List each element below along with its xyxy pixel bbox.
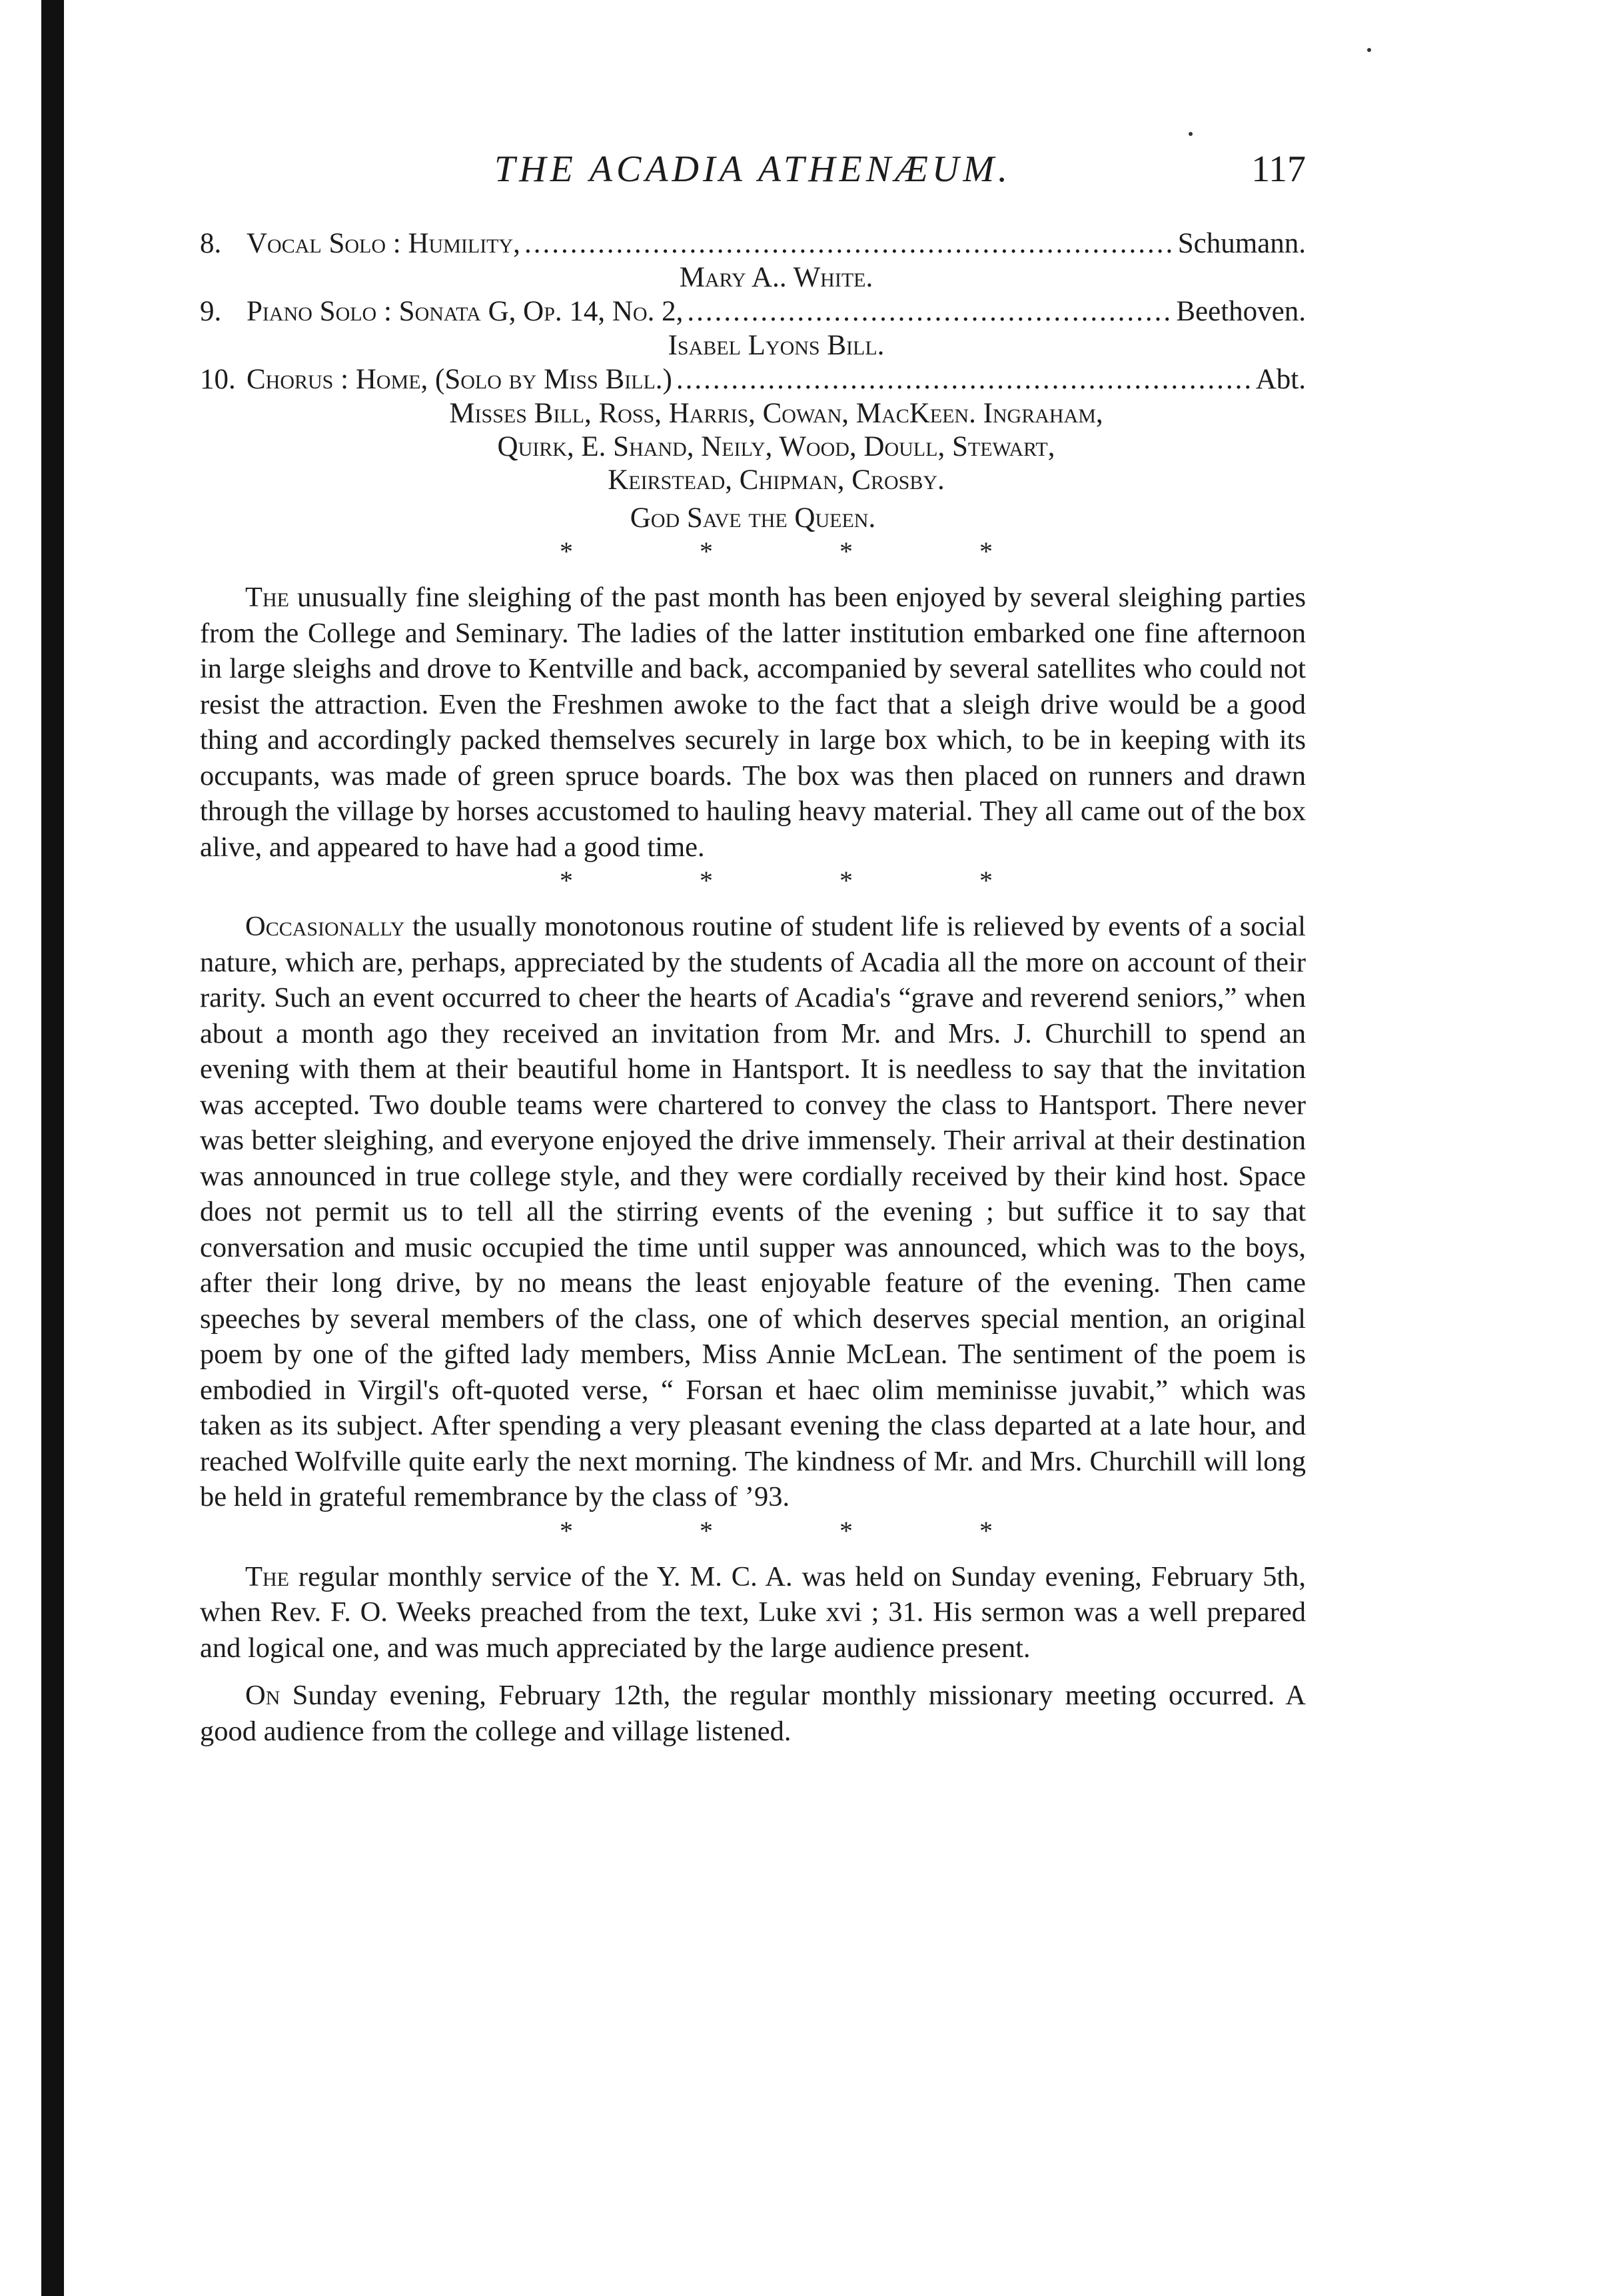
- program-item-performer: Isabel Lyons Bill.: [668, 330, 885, 361]
- paragraph-seniors-evening: [200, 909, 1306, 1515]
- separator-star: *: [979, 536, 993, 566]
- paragraph-text: regular monthly service of the Y. M. C. A. was held on Sunday evening, February 5th, when Rev. F. O. Weeks preached from the text, Luke xvi ; 31. His sermon was a well prepared and logical one, and was much appreciated by the large audience present.: [200, 1560, 1306, 1664]
- paragraph-gap: [200, 1666, 1306, 1678]
- scan-speck: [1367, 48, 1371, 52]
- paragraph-sleighing: [200, 580, 1306, 865]
- program-item-performer: Mary A.. White.: [679, 262, 873, 293]
- program-item-composer: Schumann.: [1177, 228, 1306, 259]
- program-item-title: Chorus : Home, (Solo by Miss Bill.): [247, 364, 672, 395]
- program-item-title: Piano Solo : Sonata G, Op. 14, No. 2,: [247, 296, 684, 327]
- separator-star: *: [839, 536, 853, 566]
- separator-star: *: [700, 865, 713, 895]
- running-title: THE ACADIA ATHENÆUM.: [494, 149, 1011, 190]
- paragraph-ymca-service: [200, 1559, 1306, 1666]
- separator-star: *: [560, 1515, 573, 1546]
- program-item-number: 10.: [200, 364, 236, 395]
- page-number: 117: [1251, 149, 1306, 190]
- paragraph-lead: The: [245, 582, 289, 613]
- program-item-composer: Abt.: [1255, 364, 1306, 395]
- paragraph-text: the usually monotonous routine of student life is relieved by events of a social nature, which are, perhaps, appreciated by the students of Acadia all the more on account of their rarity. Such an event occurred to cheer the hearts of Acadia's “grave and reverend seniors,” when about a month ago they received an invitation from Mr. and Mrs. J. Churchill to spend an evening with them at their beautiful home in Hantsport. It is needless to say that the invitation was accepted. Two double teams were chartered to convey the class to Hantsport. There never was better sleighing, and everyone enjoyed the drive immensely. Their arrival at their destination was announced in true college style, and they were cordially received by their kind host. Space does not permit us to tell all the stirring events of the evening ; but suffice it to say that conversation and music occupied the time until supper was announced, which was to the boys, after their long drive, by no means the least enjoyable feature of the evening. Then came speeches by several members of the class, one of which deserves special mention, an original poem by one of the gifted lady members, Miss Annie McLean. The sentiment of the poem is embodied in Virgil's oft-quoted verse, “ Forsan et haec olim meminisse juvabit,” which was taken as its subject. After spending a very pleasant evening the class departed at a late hour, and reached Wolfville quite early the next morning. The kindness of Mr. and Mrs. Churchill will long be held in grateful remembrance by the class of ’93.: [200, 911, 1306, 1512]
- paragraph-lead: On: [245, 1680, 280, 1711]
- scan-speck: [1189, 132, 1193, 136]
- paragraph-lead: The: [245, 1560, 289, 1592]
- program-item-number: 8.: [200, 228, 222, 259]
- paragraph-lead: Occasionally: [245, 911, 405, 942]
- dot-leader: [524, 227, 1174, 261]
- page-binding-edge: [41, 0, 64, 2296]
- program-item-9: [200, 294, 1306, 329]
- separator-star: *: [560, 865, 573, 895]
- closing-anthem: God Save the Queen.: [630, 502, 876, 534]
- separator-star: *: [700, 1515, 713, 1546]
- separator-star: *: [560, 536, 573, 566]
- program-item-title: Vocal Solo : Humility,: [247, 228, 520, 259]
- separator-star: *: [700, 536, 713, 566]
- section-separator: [200, 537, 1306, 566]
- paragraph-text: Sunday evening, February 12th, the regular monthly missionary meeting occurred. A good audience from the college and village listened.: [200, 1680, 1306, 1747]
- dot-leader: [687, 294, 1172, 329]
- program-item-10: [200, 362, 1306, 397]
- program-item-composer: Beethoven.: [1176, 296, 1306, 327]
- page-content: [200, 140, 1306, 1749]
- program-item-number: 9.: [200, 296, 222, 327]
- dot-leader: [676, 362, 1252, 397]
- paragraph-missionary-meeting: [200, 1678, 1306, 1749]
- separator-star: *: [839, 1515, 853, 1546]
- chorus-performers-line: Quirk, E. Shand, Neily, Wood, Doull, Stewart,: [497, 431, 1055, 462]
- separator-star: *: [979, 1515, 993, 1546]
- page-header: [200, 140, 1306, 213]
- separator-star: *: [979, 865, 993, 895]
- chorus-performers-line: Keirstead, Chipman, Crosby.: [608, 464, 945, 496]
- section-separator: [200, 866, 1306, 895]
- chorus-performers-line: Misses Bill, Ross, Harris, Cowan, MacKeen. Ingraham,: [449, 398, 1103, 429]
- paragraph-text: unusually fine sleighing of the past month has been enjoyed by several sleighing parties from the College and Seminary. The ladies of the latter institution embarked one fine afternoon in large sleighs and drove to Kentville and back, accompanied by several satellites who could not resist the attraction. Even the Freshmen awoke to the fact that a sleigh drive would be a good thing and accordingly packed themselves securely in large box which, to be in keeping with its occupants, was made of green spruce boards. The box was then placed on runners and drawn through the village by horses accustomed to hauling heavy material. They all came out of the box alive, and appeared to have had a good time.: [200, 582, 1306, 863]
- program-item-8: [200, 227, 1306, 261]
- section-separator: [200, 1516, 1306, 1546]
- concert-program: [200, 227, 1306, 536]
- separator-star: *: [839, 865, 853, 895]
